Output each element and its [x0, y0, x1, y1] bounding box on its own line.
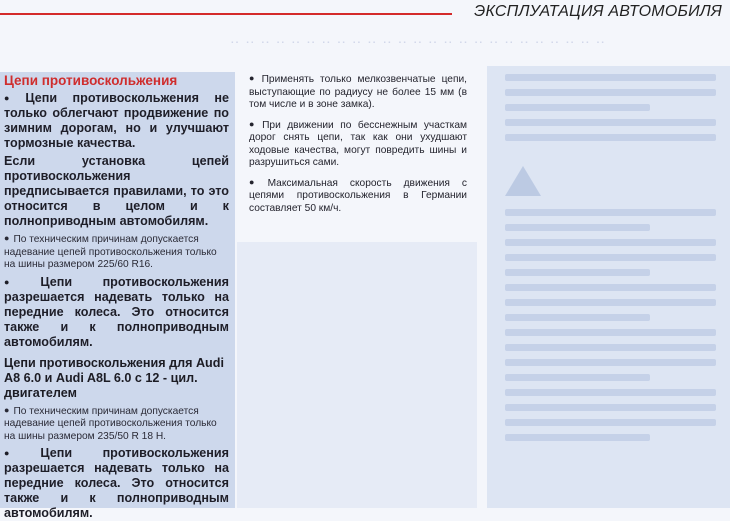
faded-line — [505, 404, 716, 411]
faded-line — [505, 284, 716, 291]
faded-line — [505, 134, 716, 141]
faded-background-block — [237, 218, 477, 508]
warning-triangle-icon — [505, 166, 541, 196]
paragraph: ● Применять только мелкозвенчатые цепи, выступающие по радиусу не более 15 мм (в том числе и в зоне замка). — [249, 73, 467, 110]
paragraph: ● Цепи противоскольжения не только облегчают продвижение по зимним дорогам, но и улучшают тормозные качества. — [4, 91, 230, 150]
faded-line — [505, 104, 650, 111]
faded-line — [505, 269, 650, 276]
paragraph: Если установка цепей противоскольжения предписывается правилами, то это относится в целом и к полноприводным автомобилям. — [4, 154, 229, 228]
bleed-through-text: ‥ ‥ ‥ ‥ ‥ ‥ ‥ ‥ ‥ ‥ ‥ ‥ ‥ ‥ ‥ ‥ ‥ ‥ ‥ ‥ ‥ ‥ ‥ ‥ ‥ — [230, 30, 606, 46]
faded-line — [505, 299, 716, 306]
faded-line — [505, 209, 716, 216]
faded-line — [505, 434, 650, 441]
paragraph: ● При движении по бесснежным участкам дорог снять цепи, так как они ухудшают ходовые качества, могут повредить шины и разрушиться сами. — [249, 118, 468, 168]
header-rule — [0, 13, 452, 15]
faded-line — [505, 74, 716, 81]
section-title: Цепи противоскольжения — [4, 73, 178, 88]
faded-line — [505, 89, 716, 96]
bullet-icon: ● — [4, 93, 22, 103]
faded-line — [505, 359, 716, 366]
faded-line — [505, 329, 716, 336]
faded-line — [505, 239, 716, 246]
paragraph: ● Цепи противоскольжения разрешается надевать только на передние колеса. Это относится также и к полноприводным автомобилям. — [4, 274, 229, 349]
faded-line — [505, 224, 650, 231]
paragraph: ● Максимальная скорость движения с цепями противоскольжения в Германии составляет 50 км/ч. — [249, 176, 468, 214]
bullet-icon: ● — [249, 176, 264, 187]
bullet-icon: ● — [4, 448, 37, 458]
sub-heading: Цепи противоскольжения для Audi A8 6.0 и Audi A8L 6.0 с 12 - цил. двигателем — [4, 355, 224, 400]
page-header-title: ЭКСПЛУАТАЦИЯ АВТОМОБИЛЯ — [474, 3, 722, 20]
faded-line — [505, 314, 650, 321]
bullet-icon: ● — [249, 118, 259, 129]
bullet-icon: ● — [4, 404, 10, 415]
faded-line — [505, 344, 716, 351]
paragraph: ● Цепи противоскольжения разрешается надевать только на передние колеса. Это относится также и к полноприводным автомобилям. — [4, 446, 229, 520]
bullet-icon: ● — [249, 73, 258, 83]
faded-line — [505, 419, 716, 426]
faded-line — [505, 374, 650, 381]
faded-line — [505, 119, 716, 126]
bullet-icon: ● — [4, 276, 37, 287]
column-middle — [237, 72, 477, 242]
faded-line — [505, 389, 716, 396]
column-right-faded — [487, 66, 730, 508]
column-left — [0, 72, 235, 520]
paragraph: ● По техническим причинам допускается надевание цепей противоскольжения только на шины размером 235/50 R 18 H. — [4, 404, 217, 442]
paragraph: ● По техническим причинам допускается надевание цепей противоскольжения только на шины размером 225/60 R16. — [4, 233, 217, 270]
faded-line — [505, 254, 716, 261]
bullet-icon: ● — [4, 233, 10, 243]
